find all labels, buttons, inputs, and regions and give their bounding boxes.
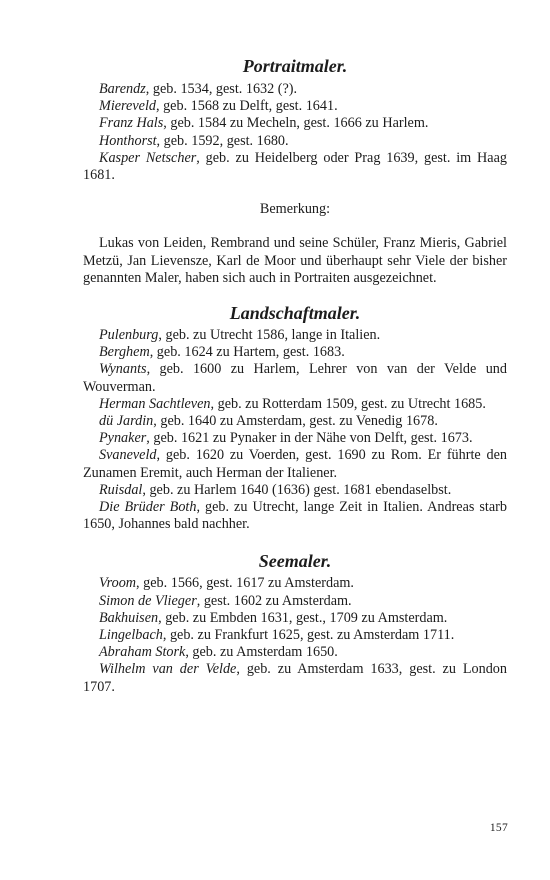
painter-details: , gest. 1602 zu Amsterdam. [196, 592, 352, 609]
painter-details: , geb. 1620 zu Voerden, gest. 1690 zu Rom. Er führte den Zunamen Eremit, auch Herman der Italiener. [83, 447, 507, 481]
section-heading: Landschaftmaler. [229, 303, 361, 324]
painter-details: , geb. zu Utrecht 1586, lange in Italien. [158, 327, 381, 344]
painter-name: Vroom [99, 575, 137, 592]
list-item [83, 396, 507, 413]
painter-details: , geb. 1600 zu Harlem, Lehrer von van der Velde und Wouverman. [83, 361, 507, 395]
list-item [83, 644, 507, 661]
list-item [83, 447, 507, 481]
painter-details: , geb. 1534, gest. 1632 (?). [145, 81, 298, 97]
painter-details: , geb. 1592, gest. 1680. [156, 132, 289, 149]
entry-list [83, 327, 507, 533]
painter-details: , geb. zu Rotterdam 1509, gest. zu Utrecht 1685. [210, 395, 486, 412]
section-sea-painters [83, 550, 507, 695]
painter-name: Herman Sachtleven [99, 395, 211, 412]
painter-details: , geb. 1621 zu Pynaker in der Nähe von Delft, gest. 1673. [146, 430, 473, 447]
list-item [83, 115, 507, 132]
list-item [83, 661, 507, 695]
painter-name: dü Jardin [99, 413, 154, 430]
painter-name: Abraham Stork [99, 644, 186, 661]
entry-list [83, 575, 507, 695]
list-item [83, 150, 507, 184]
remark-heading: Bemerkung: [259, 201, 331, 218]
painter-details: , geb. zu Frankfurt 1625, gest. zu Amsterdam 1711. [162, 627, 455, 644]
painter-name: Kasper Netscher [99, 149, 197, 166]
painter-details: , geb. zu Amsterdam 1633, gest. zu London 1707. [83, 661, 507, 695]
painter-name: Barendz [99, 81, 146, 97]
painter-name: Ruisdal [99, 481, 143, 498]
painter-name: Die Brüder Both [99, 499, 197, 516]
painter-details: , geb. zu Embden 1631, gest., 1709 zu Amsterdam. [158, 609, 448, 626]
page-number: 157 [489, 822, 508, 834]
painter-name: Svaneveld [99, 447, 157, 464]
list-item [83, 610, 507, 627]
list-item [83, 344, 507, 361]
list-item [83, 499, 507, 533]
painter-name: Bakhuisen [99, 609, 159, 626]
list-item [83, 430, 507, 447]
list-item [83, 361, 507, 395]
list-item [83, 327, 507, 344]
painter-details: , geb. zu Utrecht, lange Zeit in Italien. Andreas starb 1650, Johannes bald nachher. [83, 499, 507, 533]
painter-details: , geb. zu Amsterdam 1650. [185, 644, 338, 661]
section-portrait-painters [83, 55, 507, 287]
painter-details: , geb. 1640 zu Amsterdam, gest. zu Venedig 1678. [153, 413, 438, 430]
list-item [83, 627, 507, 644]
list-item [83, 482, 507, 499]
remark-paragraph: Lukas von Leiden, Rembrand und seine Schüler, Franz Mieris, Gabriel Metzü, Jan Lievensze, Karl de Moor und überhaupt sehr Viele der bisher genannten Maler, haben sich auch in Portraiten ausgezeichnet. [83, 235, 507, 286]
list-item [83, 413, 507, 430]
painter-name: Lingelbach [99, 627, 163, 644]
list-item [83, 133, 507, 150]
list-item [83, 575, 507, 592]
painter-details: , geb. zu Heidelberg oder Prag 1639, gest. im Haag 1681. [83, 149, 507, 184]
list-item [83, 593, 507, 610]
painter-name: Franz Hals [99, 115, 164, 132]
painter-details: , geb. 1568 zu Delft, gest. 1641. [155, 98, 338, 115]
painter-name: Pulenburg [99, 327, 159, 344]
painter-details: , geb. zu Harlem 1640 (1636) gest. 1681 ebendaselbst. [142, 481, 452, 498]
list-item [83, 81, 507, 98]
section-heading: Portraitmaler. [242, 56, 348, 76]
page-body [83, 55, 507, 696]
section-landscape-painters [83, 302, 507, 533]
painter-name: Honthorst [99, 132, 157, 149]
section-heading: Seemaler. [258, 551, 332, 572]
painter-name: Simon de Vlieger [99, 592, 197, 609]
painter-name: Wynants [99, 361, 147, 378]
painter-name: Miereveld [99, 98, 156, 115]
painter-details: , geb. 1624 zu Hartem, gest. 1683. [149, 344, 345, 361]
painter-name: Wilhelm van der Velde [99, 661, 237, 678]
painter-name: Berghem [99, 344, 150, 361]
painter-name: Pynaker [99, 430, 147, 447]
entry-list [83, 81, 507, 184]
list-item [83, 98, 507, 115]
painter-details: , geb. 1566, gest. 1617 zu Amsterdam. [136, 575, 354, 592]
painter-details: , geb. 1584 zu Mecheln, gest. 1666 zu Harlem. [163, 115, 429, 132]
